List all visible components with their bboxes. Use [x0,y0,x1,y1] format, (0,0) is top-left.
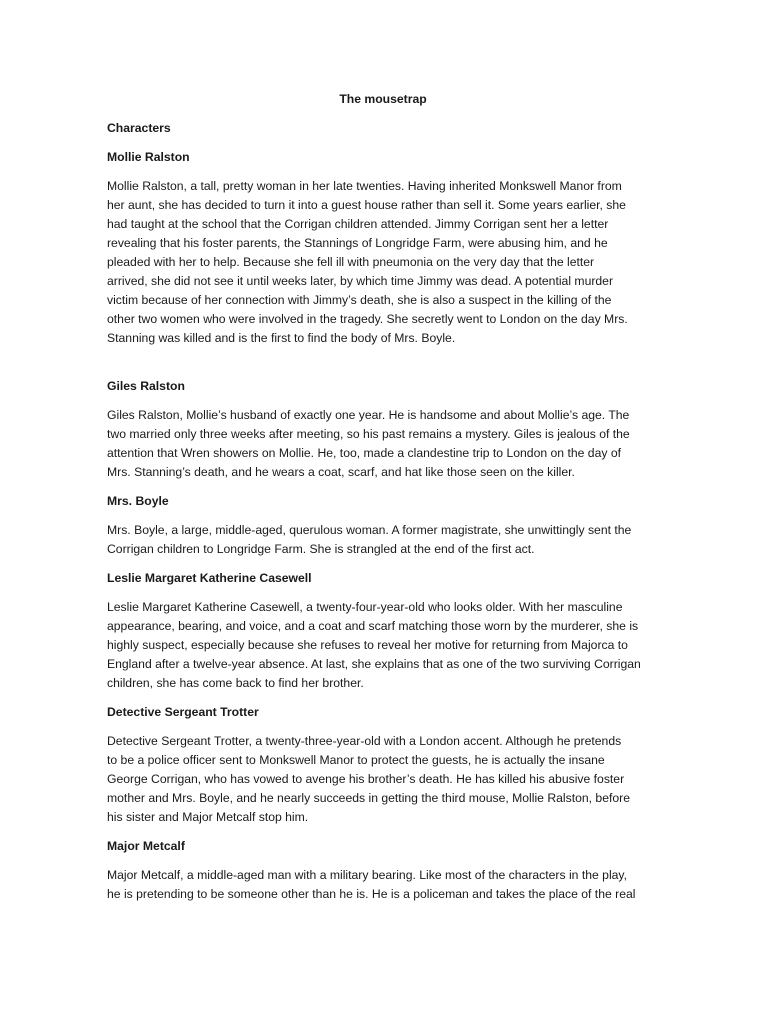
description-line: appearance, bearing, and voice, and a coat and scarf matching those worn by the murderer, she is [107,619,639,633]
character-section [107,492,659,559]
character-list [107,148,659,904]
character-description [107,732,659,827]
description-line: his sister and Major Metcalf stop him. [107,810,309,824]
description-line: he is pretending to be someone other than he is. He is a policeman and takes the place of the real [107,887,636,901]
description-line: two married only three weeks after meeting, so his past remains a mystery. Giles is jealous of the [107,427,630,441]
description-line: her aunt, she has decided to turn it into a guest house rather than sell it. Some years earlier, she [107,198,626,212]
section-heading: Characters [107,121,171,135]
description-line: Major Metcalf, a middle-aged man with a military bearing. Like most of the characters in the play, [107,868,628,882]
description-line: England after a twelve-year absence. At last, she explains that as one of the two surviving Corrigan [107,657,641,671]
description-line: Leslie Margaret Katherine Casewell, a twenty-four-year-old who looks older. With her masculine [107,600,623,614]
description-line: to be a police officer sent to Monkswell Manor to protect the guests, he is actually the insane [107,753,605,767]
character-section [107,837,659,904]
description-line: mother and Mrs. Boyle, and he nearly succeeds in getting the third mouse, Mollie Ralston, before [107,791,630,805]
description-line: revealing that his foster parents, the Stannings of Longridge Farm, were abusing him, and he [107,236,608,250]
description-line: had taught at the school that the Corrigan children attended. Jimmy Corrigan sent her a letter [107,217,609,231]
character-name-heading: Detective Sergeant Trotter [107,705,259,719]
character-section [107,569,659,693]
description-line: Stanning was killed and is the first to find the body of Mrs. Boyle. [107,331,456,345]
character-description [107,177,659,348]
description-line: Detective Sergeant Trotter, a twenty-three-year-old with a London accent. Although he pretends [107,734,622,748]
description-line: children, she has come back to find her brother. [107,676,364,690]
character-section [107,148,659,348]
description-line: Corrigan children to Longridge Farm. She is strangled at the end of the first act. [107,542,535,556]
character-name-heading: Mrs. Boyle [107,494,169,508]
character-section [107,703,659,827]
description-line: Giles Ralston, Mollie’s husband of exactly one year. He is handsome and about Mollie’s age. The [107,408,630,422]
description-line: other two women who were involved in the tragedy. She secretly went to London on the day Mrs. [107,312,628,326]
description-line: Mollie Ralston, a tall, pretty woman in her late twenties. Having inherited Monkswell Manor from [107,179,622,193]
character-description [107,521,659,559]
character-description [107,406,659,482]
character-section [107,377,659,482]
description-line: Mrs. Boyle, a large, middle-aged, querulous woman. A former magistrate, she unwittingly sent the [107,523,632,537]
character-name-heading: Leslie Margaret Katherine Casewell [107,571,312,585]
description-line: pleaded with her to help. Because she fell ill with pneumonia on the very day that the letter [107,255,595,269]
document-page [107,90,659,914]
description-line: victim because of her connection with Jimmy’s death, she is also a suspect in the killing of the [107,293,612,307]
character-name-heading: Major Metcalf [107,839,185,853]
description-line: attention that Wren showers on Mollie. He, too, made a clandestine trip to London on the day of [107,446,621,460]
character-name-heading: Giles Ralston [107,379,185,393]
character-description [107,866,659,904]
character-name-heading: Mollie Ralston [107,150,190,164]
description-line: arrived, she did not see it until weeks later, by which time Jimmy was dead. A potential murder [107,274,614,288]
character-description [107,598,659,693]
description-line: Mrs. Stanning’s death, and he wears a coat, scarf, and hat like those seen on the killer. [107,465,575,479]
description-line: highly suspect, especially because she refuses to reveal her motive for returning from Majorca to [107,638,628,652]
description-line: George Corrigan, who has vowed to avenge his brother’s death. He has killed his abusive foster [107,772,625,786]
document-title: The mousetrap [339,92,427,106]
